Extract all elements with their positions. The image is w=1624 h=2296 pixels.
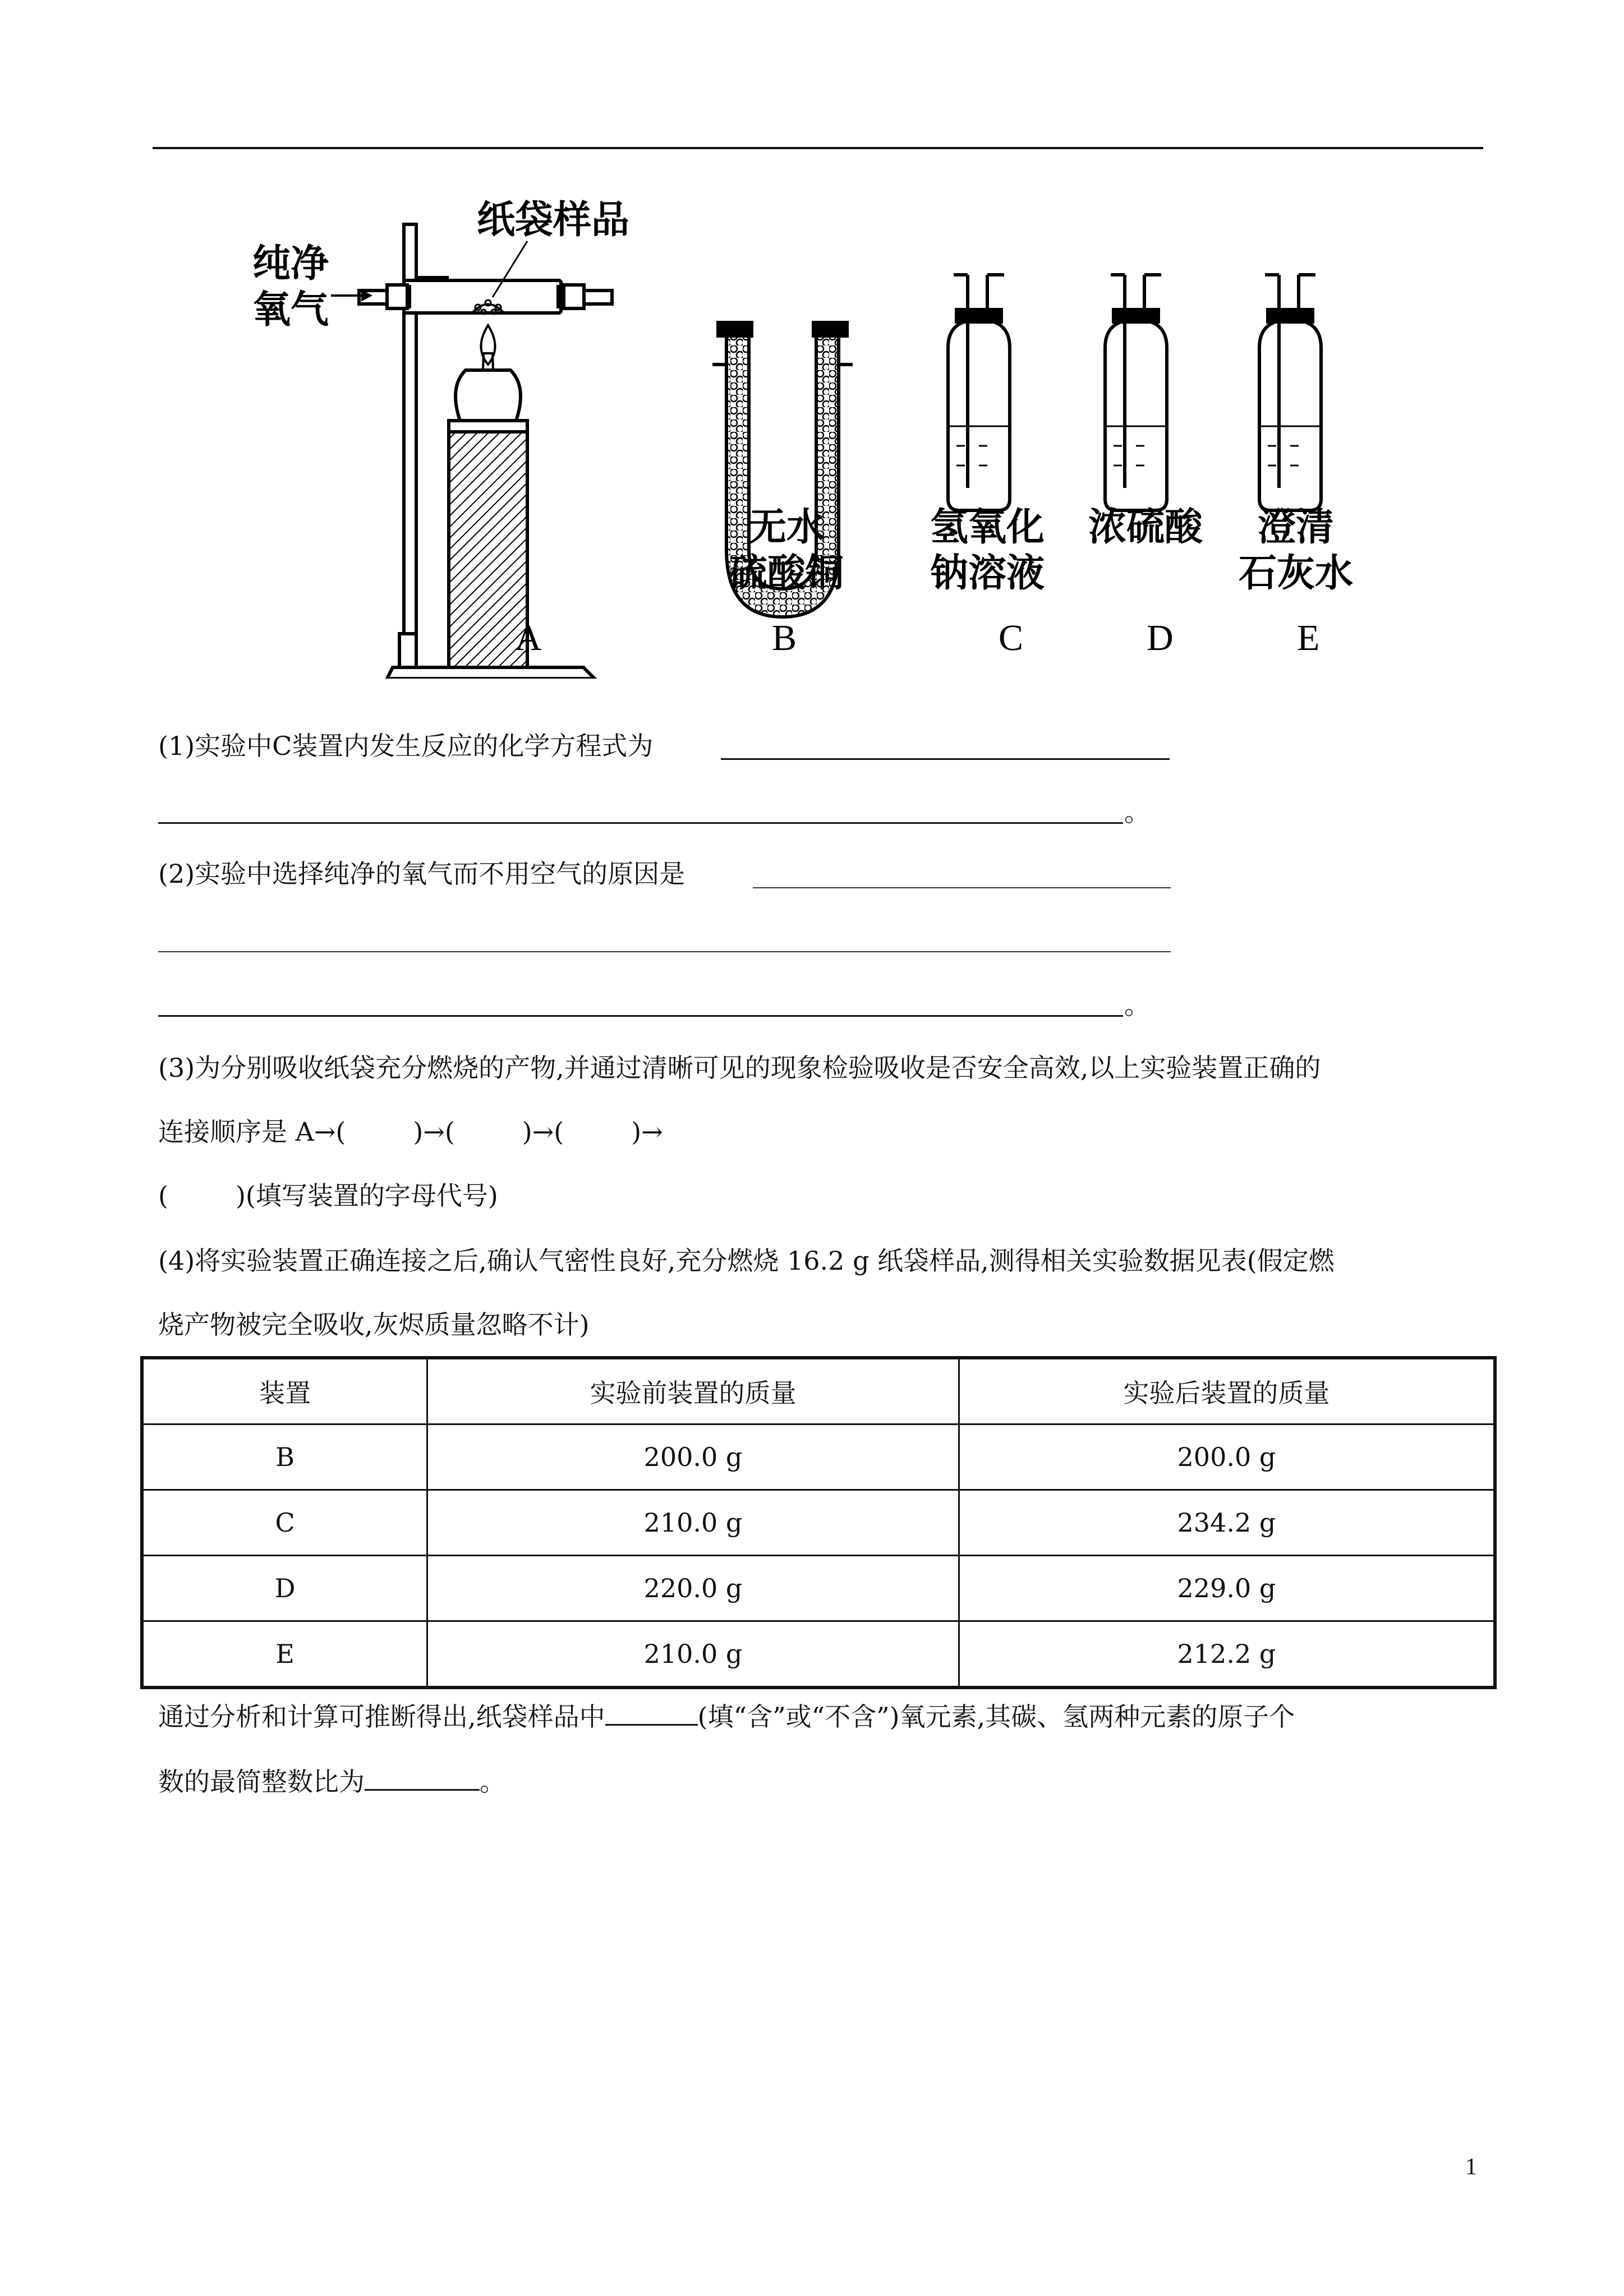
page-number: 1: [1465, 2154, 1477, 2180]
apparatus-figure: [224, 185, 1402, 679]
table-header-row: [142, 1358, 1495, 1424]
label-pure-oxygen: 纯净 氧气: [252, 242, 329, 332]
oxygen-answer-blank[interactable]: [605, 1699, 698, 1726]
label-anhydrous-cuso4: 无水 硫酸铜: [729, 505, 844, 596]
q3-arrow-3: )→: [631, 1117, 663, 1147]
question-1: [158, 729, 653, 763]
cell-device: B: [142, 1424, 427, 1490]
cell-mass-after: 200.0 g: [959, 1424, 1495, 1490]
apparatus-a: [331, 224, 612, 679]
ratio-answer-blank[interactable]: [365, 1764, 480, 1791]
conclusion-text-4: 。: [480, 1767, 505, 1797]
question-1-end: 。: [1124, 797, 1150, 827]
answer-line-2c[interactable]: [158, 1015, 1123, 1017]
cell-mass-after: 212.2 g: [959, 1621, 1495, 1688]
cell-device: E: [142, 1621, 427, 1688]
cell-device: D: [142, 1556, 427, 1621]
answer-line-2a[interactable]: [753, 887, 1171, 888]
table-row: [142, 1621, 1495, 1688]
table-row: [142, 1424, 1495, 1490]
question-1-text: (1)实验中C装置内发生反应的化学方程式为: [158, 731, 654, 761]
letter-d: D: [1147, 617, 1174, 658]
question-2-text: (2)实验中选择纯净的氧气而不用空气的原因是: [158, 859, 686, 889]
cell-mass-after: 229.0 g: [959, 1556, 1495, 1621]
answer-line-2b[interactable]: [158, 951, 1171, 952]
header-mass-before: 实验前装置的质量: [427, 1358, 959, 1424]
letter-a: A: [515, 617, 542, 658]
conclusion-text-3: 数的最简整数比为: [158, 1767, 365, 1797]
cell-mass-before: 220.0 g: [427, 1556, 959, 1621]
table-row: [142, 1556, 1495, 1621]
mass-data-table: [140, 1356, 1497, 1689]
answer-line-1a[interactable]: [721, 758, 1170, 760]
q3-instruction: )(填写装置的字母代号): [235, 1181, 498, 1211]
answer-line-1b[interactable]: [158, 822, 1123, 824]
label-limewater: 澄清 石灰水: [1239, 505, 1354, 596]
question-3-line3: [158, 1179, 498, 1212]
q3-arrow-1: )→(: [413, 1117, 455, 1147]
question-4-line2: 烧产物被完全吸收,灰烬质量忽略不计): [158, 1310, 590, 1340]
q3-arrow-2: )→(: [522, 1117, 564, 1147]
header-device: 装置: [142, 1358, 427, 1424]
q3-paren-open: (: [158, 1181, 168, 1211]
label-conc-h2so4: 浓硫酸: [1088, 505, 1203, 550]
letter-c: C: [999, 617, 1024, 658]
bottle-e: [1259, 275, 1321, 510]
question-4-line1: (4)将实验装置正确连接之后,确认气密性良好,充分燃烧 16.2 g 纸袋样品,测得相关实验数据见表(假定燃: [158, 1246, 1335, 1276]
question-2: [158, 857, 685, 891]
label-naoh-solution: 氢氧化 钠溶液: [930, 505, 1045, 596]
letter-e: E: [1297, 617, 1320, 658]
cell-mass-after: 234.2 g: [959, 1490, 1495, 1556]
cell-mass-before: 200.0 g: [427, 1424, 959, 1490]
question-3-line2: [158, 1115, 663, 1149]
question-2-end: 。: [1124, 990, 1150, 1020]
cell-mass-before: 210.0 g: [427, 1621, 959, 1688]
cell-device: C: [142, 1490, 427, 1556]
label-paper-sample: 纸袋样品: [477, 198, 630, 242]
cell-mass-before: 210.0 g: [427, 1490, 959, 1556]
conclusion-text-2: (填“含”或“不含”)氧元素,其碳、氢两种元素的原子个: [697, 1702, 1295, 1732]
q3-sequence-start: 连接顺序是 A→(: [158, 1117, 346, 1147]
conclusion-line2: [158, 1764, 505, 1799]
conclusion-text-1: 通过分析和计算可推断得出,纸袋样品中: [158, 1702, 605, 1732]
header-rule: [153, 147, 1483, 149]
bottle-c: [948, 275, 1010, 510]
conclusion-line1: [158, 1699, 1295, 1733]
question-3-line1: (3)为分别吸收纸袋充分燃烧的产物,并通过清晰可见的现象检验吸收是否安全高效,以上实验装置正确的: [158, 1053, 1321, 1083]
table-row: [142, 1490, 1495, 1556]
header-mass-after: 实验后装置的质量: [959, 1358, 1495, 1424]
apparatus-drawing: [224, 185, 1402, 679]
bottle-d: [1105, 275, 1167, 510]
letter-b: B: [772, 617, 797, 658]
